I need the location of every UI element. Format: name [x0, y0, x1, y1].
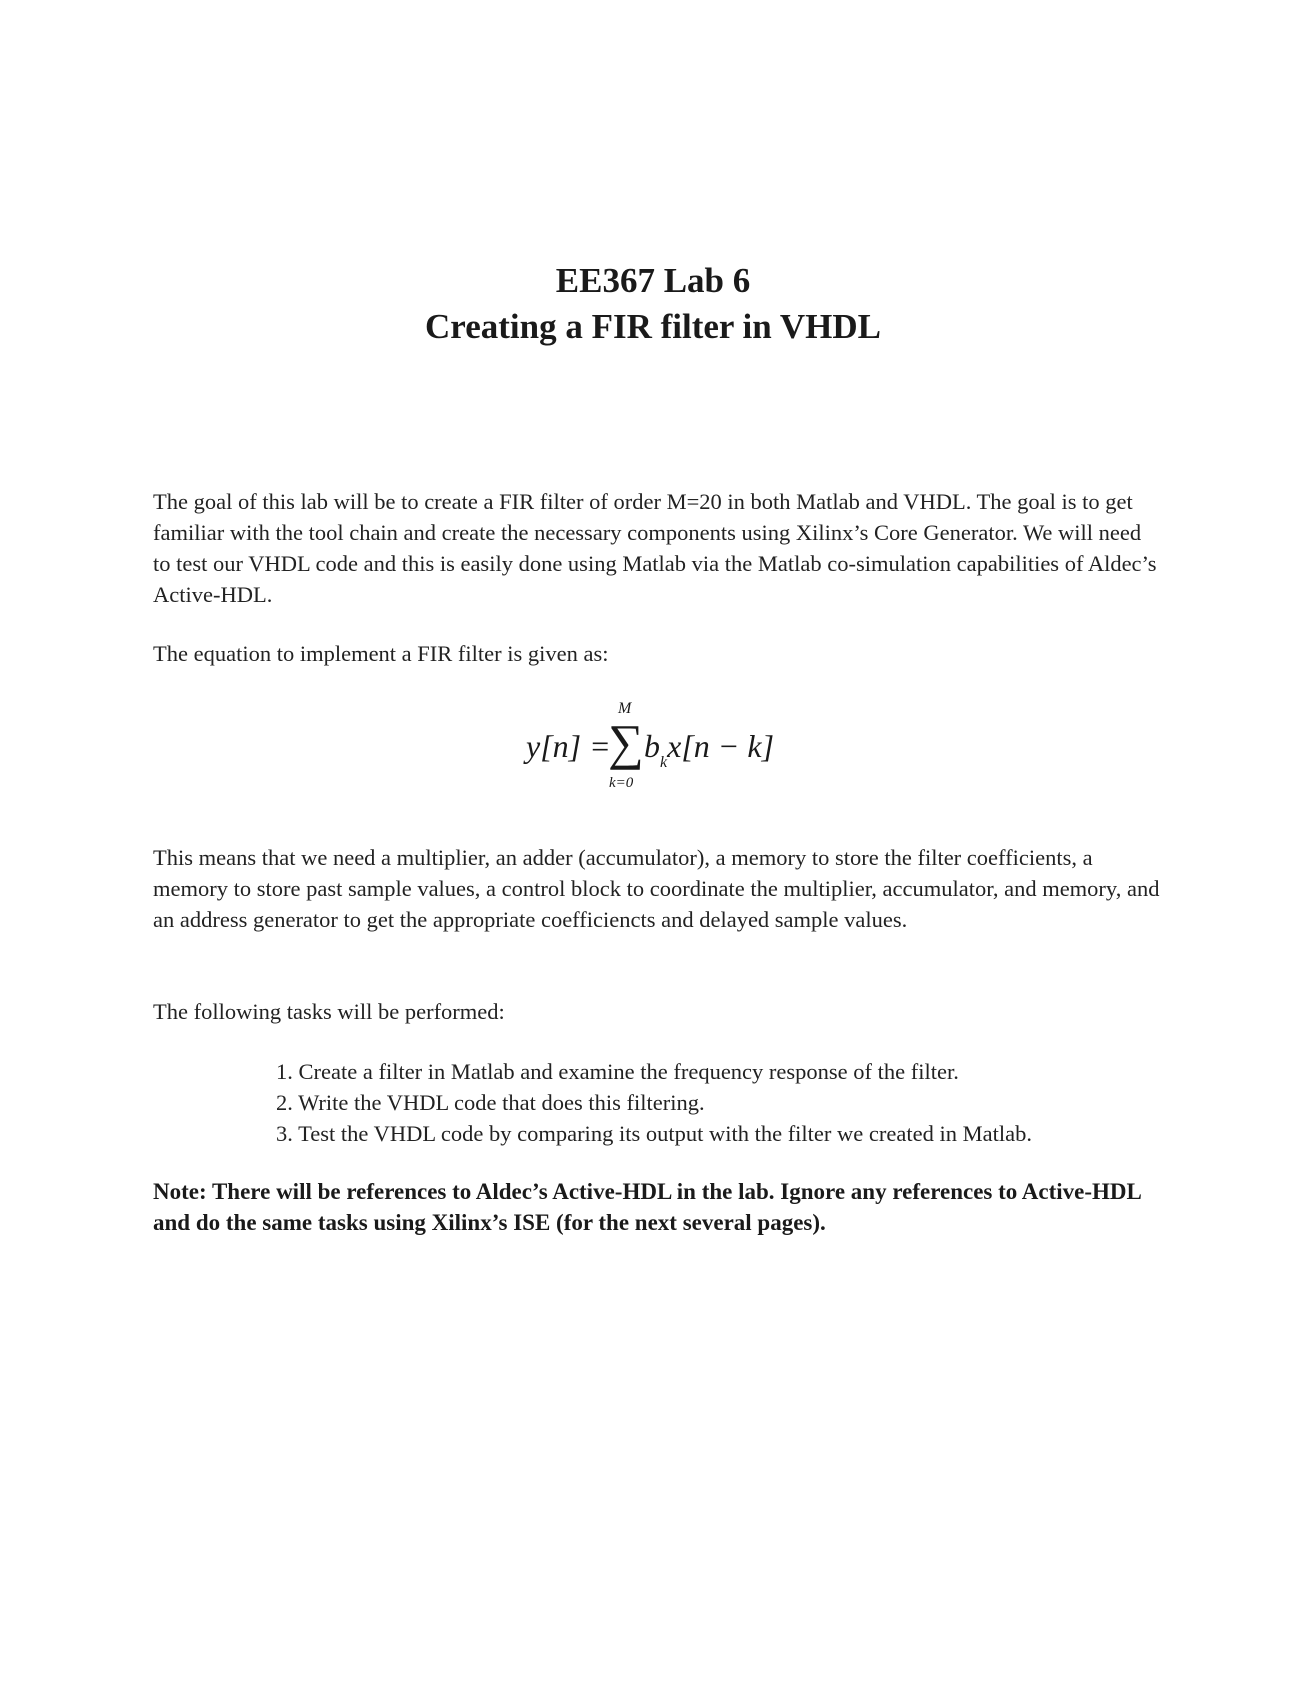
tasks-intro-paragraph: The following tasks will be performed: — [153, 999, 505, 1024]
list-item: 1. Create a filter in Matlab and examine the frequency response of the filter. — [276, 1059, 959, 1084]
page-title: EE367 Lab 6 — [555, 261, 751, 300]
equation-intro-paragraph: The equation to implement a FIR filter is given as: — [153, 641, 609, 666]
equation-lhs: y[n] = — [526, 728, 611, 764]
intro-paragraph: The goal of this lab will be to create a FIR filter of order M=20 in both Matlab and VHDL. The goal is to get familiar with the tool chain and create the necessary components using Xilinx’s Core Generator. We will need to test our VHDL code and this is easily done using Matlab via the Matlab co-simulation capabilities of Aldec’s Active-HDL. — [153, 489, 1157, 607]
equation-term — [644, 726, 774, 773]
coefficient-symbol: b — [644, 728, 660, 764]
list-item: 3. Test the VHDL code by comparing its output with the filter we created in Matlab. — [276, 1121, 1032, 1146]
page-subtitle: Creating a FIR filter in VHDL — [425, 307, 881, 346]
equation-body — [526, 700, 786, 800]
task-list — [276, 1056, 1032, 1149]
note-paragraph: Note: There will be references to Aldec’s Active-HDL in the lab. Ignore any references to Active-HDL and do the same tasks using Xilinx’s ISE (for the next several pages). — [153, 1179, 1141, 1235]
components-paragraph: This means that we need a multiplier, an adder (accumulator), a memory to store the filter coefficients, a memory to store past sample values, a control block to coordinate the multiplier, accumulator, and memory, and an address generator to get the appropriate coefficiencts and delayed sample values. — [153, 845, 1160, 932]
summation-symbol: ∑ — [608, 714, 644, 770]
delayed-sample-term: x[n − k] — [667, 728, 775, 764]
list-item: 2. Write the VHDL code that does this filtering. — [276, 1090, 705, 1115]
coefficient-subscript: k — [660, 754, 668, 771]
fir-equation — [0, 700, 1306, 800]
title-block — [0, 258, 1306, 350]
sum-upper-limit: M — [618, 700, 632, 717]
sum-lower-limit: k=0 — [609, 775, 634, 791]
